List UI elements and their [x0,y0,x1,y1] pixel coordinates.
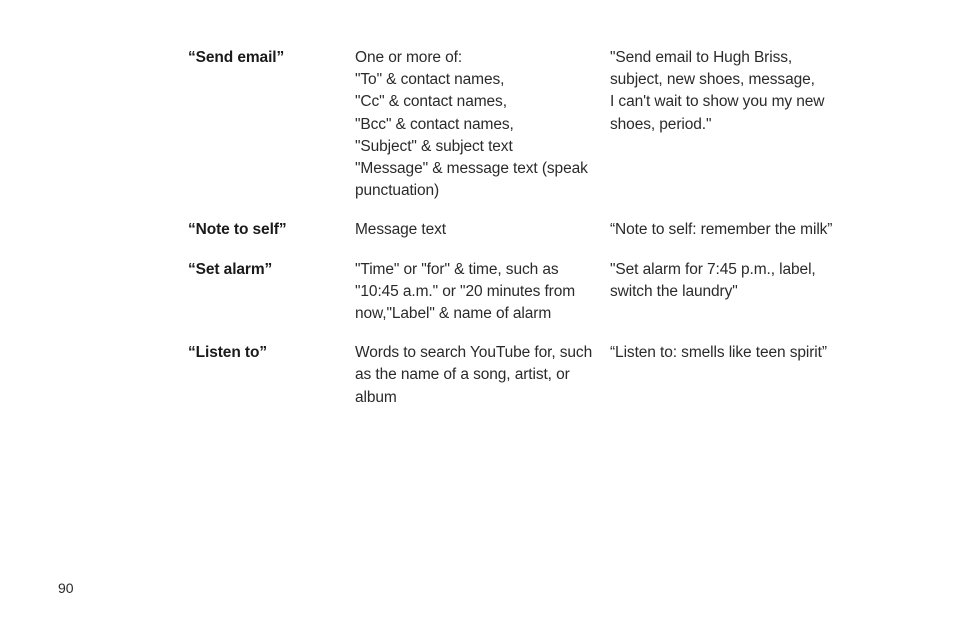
command-row-set-alarm [188,259,868,326]
command-example [610,219,860,241]
parameter-line: "Bcc" & contact names, [355,115,514,133]
parameter-line: Words to search YouTube for, such [355,344,593,362]
command-example [610,259,860,326]
command-name: “Set alarm” [188,260,273,278]
voice-commands-table [188,47,868,426]
page-number: 90 [58,580,74,596]
example-line: “Note to self: remember the milk” [610,221,833,239]
command-row-note-to-self [188,219,868,241]
example-line: "Set alarm for 7:45 p.m., label, [610,260,816,278]
command-row-send-email [188,47,868,202]
command-example [610,342,860,409]
parameter-line: punctuation) [355,182,440,200]
parameter-line: "10:45 a.m." or "20 minutes from [355,282,576,300]
command-row-listen-to [188,342,868,409]
example-line: switch the laundry" [610,282,738,300]
parameter-line: "Time" or "for" & time, such as [355,260,559,278]
example-line: "Send email to Hugh Briss, [610,49,793,66]
example-line: shoes, period." [610,115,712,133]
command-parameters [355,259,610,326]
command-name: “Send email” [188,49,285,66]
parameter-line: now,"Label" & name of alarm [355,305,552,323]
parameter-line: as the name of a song, artist, or [355,366,570,384]
parameter-line: Message text [355,221,446,239]
command-parameters [355,342,610,409]
command-name: “Note to self” [188,221,287,239]
command-name: “Listen to” [188,344,267,362]
parameter-line: One or more of: [355,49,463,66]
parameter-line: album [355,388,397,406]
example-line: I can't wait to show you my new [610,93,825,111]
parameter-line: "Message" & message text (speak [355,160,588,178]
parameter-line: "Cc" & contact names, [355,93,507,111]
command-parameters [355,47,610,202]
parameter-line: "To" & contact names, [355,71,505,89]
command-parameters [355,219,610,241]
command-example [610,47,860,202]
parameter-line: "Subject" & subject text [355,137,513,155]
example-line: “Listen to: smells like teen spirit” [610,344,827,362]
example-line: subject, new shoes, message, [610,71,815,89]
